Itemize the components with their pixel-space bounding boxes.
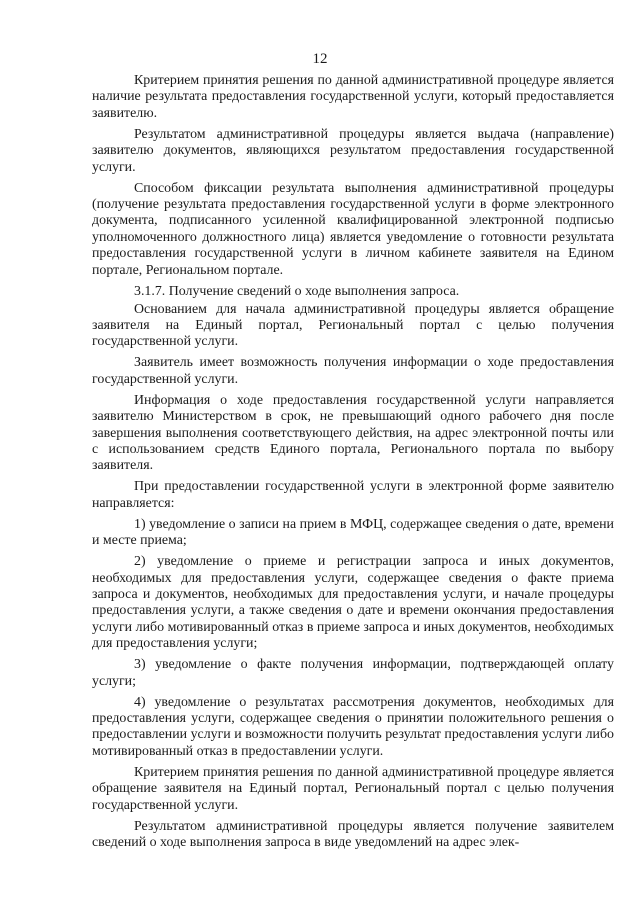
paragraph-procedure-result-2: Результатом административной процедуры является получение заявителем сведений о ходе выполнения запроса в виде уведомлений на адрес элек- xyxy=(92,818,614,851)
section-heading-3-1-7: 3.1.7. Получение сведений о ходе выполнения запроса. xyxy=(134,283,460,299)
paragraph-decision-criterion: Критерием принятия решения по данной административной процедуре является наличие результата предоставления государственной услуги, который предоставляется заявителю. xyxy=(92,73,614,121)
paragraph-applicant-info: Заявитель имеет возможность получения информации о ходе предоставления государственной услуги. xyxy=(92,355,614,387)
paragraph-notifications-intro: При предоставлении государственной услуги в электронной форме заявителю направляется: xyxy=(92,479,614,511)
paragraph-procedure-result: Результатом административной процедуры является выдача (направление) заявителю документов, являющихся результатом предоставления государственной услуги. xyxy=(92,126,614,175)
paragraph-result-fixation: Способом фиксации результата выполнения административной процедуры (получение результата предоставления государственной услуги в форме электронного документа, подписанного усиленной квалифицированной электронной подписью уполномоченного должностного лица) является уведомление о готовности результата предоставления государственной услуги в личном кабинете заявителя на Едином портале, Региональном портале. xyxy=(92,180,614,278)
paragraph-procedure-basis: Основанием для начала административной процедуры является обращение заявителя на Единый портал, Региональный портал с целью получения государственной услуги. xyxy=(92,301,614,350)
list-item-2: 2) уведомление о приеме и регистрации запроса и иных документов, необходимых для предоставления услуги, содержащее сведения о факте приема запроса и документов, необходимых для предоставления услуги, и начале процедуры предоставления услуги, а также сведения о дате и времени окончания предоставления услуги либо мотивированный отказ в приеме запроса и иных документов, необходимых для предоставления услуги; xyxy=(92,554,614,652)
paragraph-info-delivery: Информация о ходе предоставления государственной услуги направляется заявителю Министерством в срок, не превышающий одного рабочего дня после завершения выполнения соответствующего действия, на адрес электронной почты или с использованием средств Единого портала, Регионального портала по выбору заявителя. xyxy=(92,392,614,474)
page-number: 12 xyxy=(312,51,328,67)
list-item-3: 3) уведомление о факте получения информации, подтверждающей оплату услуги; xyxy=(92,657,614,689)
list-item-1: 1) уведомление о записи на прием в МФЦ, содержащее сведения о дате, времени и месте приема; xyxy=(92,516,614,549)
document-body xyxy=(92,73,614,856)
list-item-4: 4) уведомление о результатах рассмотрения документов, необходимых для предоставления услуги, содержащее сведения о принятии положительного решения о предоставлении услуги и возможности получить результат предоставления услуги либо мотивированный отказ в предоставлении услуги. xyxy=(92,694,614,759)
paragraph-decision-criterion-2: Критерием принятия решения по данной административной процедуре является обращение заявителя на Единый портал, Региональный портал с целью получения государственной услуги. xyxy=(92,764,614,813)
